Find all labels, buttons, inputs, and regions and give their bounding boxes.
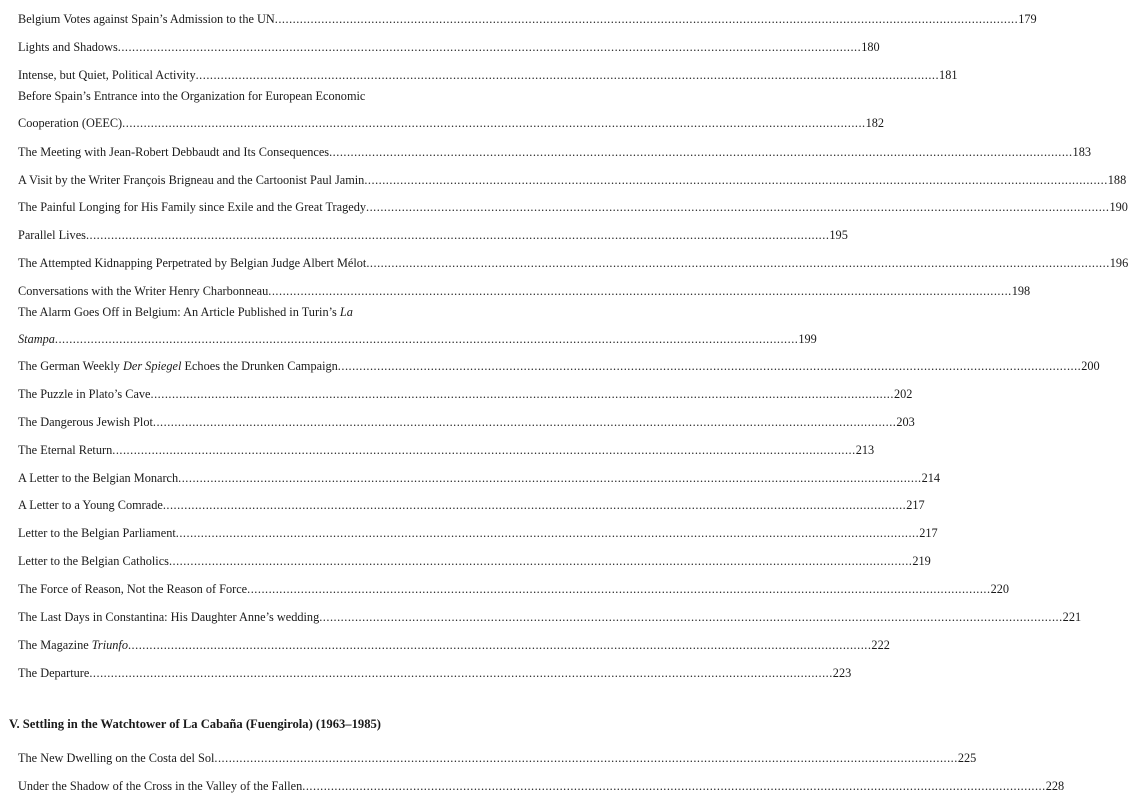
toc-entry-page-number: 188 [1107, 173, 1127, 187]
toc-entry-title: Stampa [18, 332, 55, 346]
toc-entry-title: The Puzzle in Plato’s Cave [18, 387, 151, 401]
toc-entry[interactable] [18, 609, 1082, 625]
toc-entry[interactable] [18, 470, 941, 486]
toc-entry-title: The Painful Longing for His Family since Exile and the Great Tragedy [18, 200, 367, 214]
dot-leader [86, 227, 829, 243]
toc-entry-title: The Meeting with Jean-Robert Debbaudt and Its Consequences [18, 145, 330, 159]
toc-entry-title: A Letter to the Belgian Monarch [18, 471, 179, 485]
toc-entry-title: Letter to the Belgian Parliament [18, 526, 176, 540]
toc-entry[interactable] [18, 39, 880, 55]
toc-entry-title: The Departure [18, 666, 90, 680]
toc-entry[interactable] [18, 227, 848, 243]
toc-entry[interactable] [18, 11, 1037, 27]
toc-entry-page-number: 222 [871, 638, 890, 652]
toc-entry[interactable] [18, 255, 1128, 271]
dot-leader [55, 331, 798, 347]
toc-entry-page-number: 182 [865, 116, 885, 130]
dot-leader [151, 386, 894, 402]
toc-entry-page-number: 195 [829, 228, 848, 242]
toc-entry-page-number: 214 [921, 471, 941, 485]
toc-entry-title: Parallel Lives [18, 228, 86, 242]
dot-leader [163, 497, 906, 513]
toc-entry[interactable] [18, 442, 875, 458]
toc-entry-title: A Letter to a Young Comrade [18, 498, 163, 512]
toc-entry[interactable] [18, 637, 890, 653]
dot-leader [338, 358, 1081, 374]
dot-leader [196, 67, 939, 83]
dot-leader [169, 553, 912, 569]
toc-entry-page-number: 221 [1062, 610, 1082, 624]
dot-leader [366, 199, 1109, 215]
toc-entry-title: Belgium Votes against Spain’s Admission to the UN [18, 12, 275, 26]
toc-entry-title: Conversations with the Writer Henry Charbonneau [18, 284, 269, 298]
toc-entry[interactable] [18, 497, 925, 513]
toc-entry-title: A Visit by the Writer François Brigneau and the Cartoonist Paul Jamin [18, 173, 365, 187]
dot-leader [178, 470, 921, 486]
toc-entry-title: The Attempted Kidnapping Perpetrated by Belgian Judge Albert Mélot [18, 256, 367, 270]
toc-entry-page-number: 198 [1011, 284, 1031, 298]
toc-entry-title-line: The Alarm Goes Off in Belgium: An Article Published in Turin’s La [18, 305, 353, 319]
dot-leader [153, 414, 896, 430]
toc-entry-page-number: 219 [912, 554, 931, 568]
toc-entry[interactable] [18, 199, 1128, 215]
toc-entry[interactable] [18, 553, 931, 569]
toc-entry-page-number: 225 [957, 751, 977, 765]
toc-entry[interactable] [18, 778, 1065, 794]
toc-entry-page-number: 213 [855, 443, 875, 457]
toc-entry-page-number: 203 [896, 415, 915, 429]
dot-leader [329, 144, 1072, 160]
toc-entry-page-number: 202 [893, 387, 913, 401]
dot-leader [366, 255, 1109, 271]
dot-leader [275, 11, 1018, 27]
toc-entry[interactable] [18, 358, 1100, 374]
toc-entry-title: The Dangerous Jewish Plot [18, 415, 153, 429]
dot-leader [122, 115, 865, 131]
dot-leader [176, 525, 919, 541]
toc-entry-title: The Eternal Return [18, 443, 113, 457]
toc-entry-title: The Last Days in Constantina: His Daughter Anne’s wedding [18, 610, 320, 624]
toc-entry-page-number: 181 [939, 68, 958, 82]
dot-leader [268, 283, 1011, 299]
dot-leader [319, 609, 1062, 625]
toc-entry-page-number: 196 [1109, 256, 1128, 270]
toc-entry[interactable] [18, 386, 913, 402]
dot-leader [214, 750, 957, 766]
toc-entry-page-number: 180 [861, 40, 880, 54]
toc-entry[interactable] [18, 750, 977, 766]
toc-entry-page-number: 217 [906, 498, 925, 512]
toc-entry-page-number: 179 [1018, 12, 1037, 26]
toc-entry-page-number: 199 [798, 332, 817, 346]
toc-entry-page-number: 228 [1045, 779, 1065, 793]
toc-entry-page-number: 223 [832, 666, 852, 680]
toc-entry-title: Cooperation (OEEC) [18, 116, 123, 130]
toc-entry-title: The New Dwelling on the Costa del Sol [18, 751, 215, 765]
dot-leader [302, 778, 1045, 794]
toc-entry[interactable] [18, 67, 958, 83]
dot-leader [247, 581, 990, 597]
toc-entry-title: Lights and Shadows [18, 40, 118, 54]
toc-entry-title: Intense, but Quiet, Political Activity [18, 68, 196, 82]
toc-entry-page-number: 217 [919, 526, 938, 540]
toc-entry[interactable] [18, 581, 1010, 597]
toc-entry[interactable] [18, 144, 1091, 160]
toc-entry[interactable] [18, 414, 915, 430]
dot-leader [112, 442, 855, 458]
toc-entry-title-line: Before Spain’s Entrance into the Organization for European Economic [18, 89, 366, 103]
toc-entry-page-number: 220 [990, 582, 1010, 596]
toc-entry-page-number: 190 [1109, 200, 1128, 214]
dot-leader [89, 665, 832, 681]
toc-entry-page-number: 200 [1081, 359, 1100, 373]
toc-entry-title: The German Weekly Der Spiegel Echoes the Drunken Campaign [18, 359, 338, 373]
dot-leader [128, 637, 871, 653]
toc-entry-page-number: 183 [1072, 145, 1091, 159]
dot-leader [364, 172, 1107, 188]
dot-leader [118, 39, 861, 55]
toc-entry-title: The Magazine Triunfo [18, 638, 128, 652]
section-heading: V. Settling in the Watchtower of La Cabaña (Fuengirola) (1963–1985) [9, 717, 381, 731]
toc-entry-title: Letter to the Belgian Catholics [18, 554, 169, 568]
toc-entry-title: Under the Shadow of the Cross in the Valley of the Fallen [18, 779, 303, 793]
toc-entry[interactable] [18, 665, 852, 681]
toc-entry[interactable] [18, 172, 1127, 188]
toc-entry[interactable] [18, 525, 938, 541]
toc-entry-title: The Force of Reason, Not the Reason of Force [18, 582, 248, 596]
toc-entry[interactable] [18, 283, 1031, 299]
toc-entry[interactable] [18, 304, 817, 347]
toc-entry[interactable] [18, 88, 885, 131]
